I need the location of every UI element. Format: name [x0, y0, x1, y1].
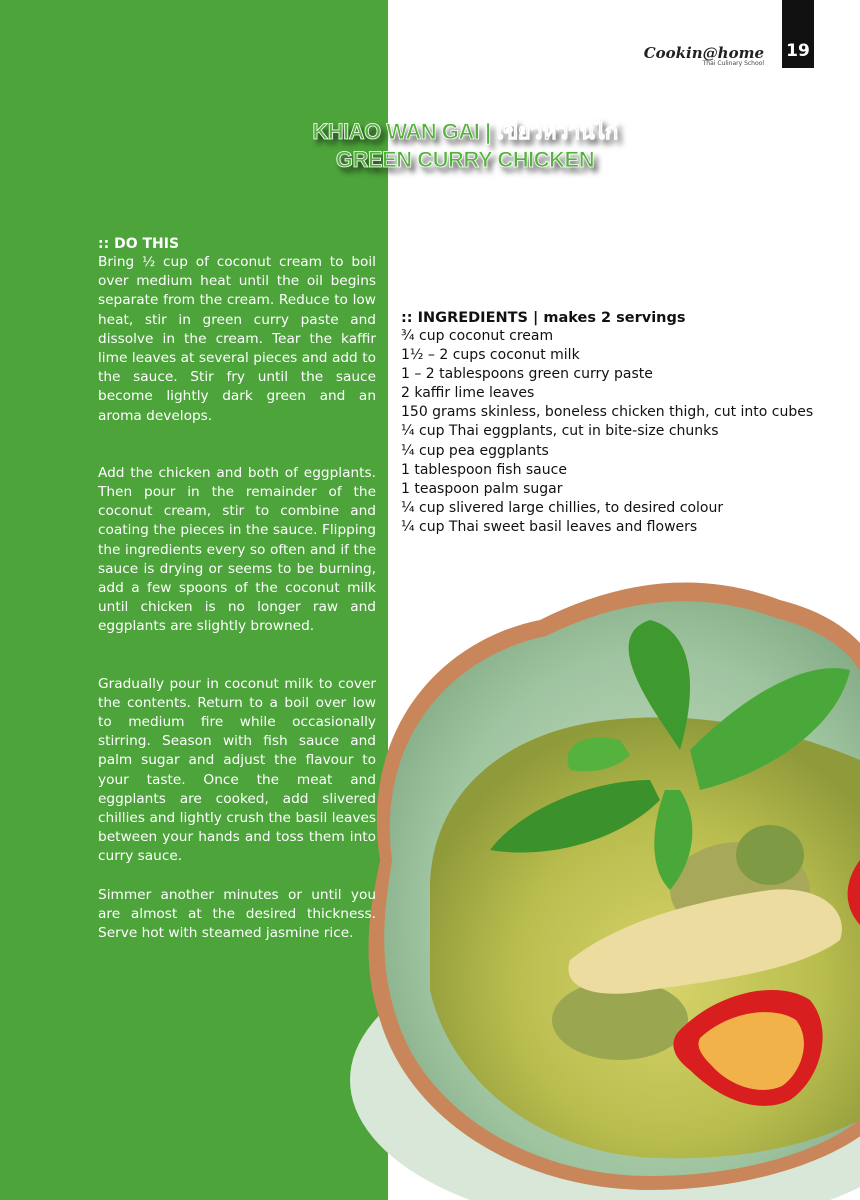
- brand-name: Cookin@home: [643, 44, 764, 62]
- ingredient-item: ¼ cup Thai eggplants, cut in bite-size chunks: [401, 423, 719, 440]
- ingredient-item: ¼ cup pea eggplants: [401, 442, 549, 459]
- ingredient-item: 150 grams skinless, boneless chicken thigh, cut into cubes: [401, 404, 814, 421]
- ingredient-item: 1 – 2 tablespoons green curry paste: [401, 366, 653, 383]
- method-section: [98, 235, 376, 943]
- pea-eggplant: [736, 825, 804, 885]
- recipe-title-line1: KHIAO WAN GAI | เขียวหวานไก่: [312, 119, 618, 144]
- ingredients-list: [401, 327, 841, 537]
- ingredient-item: ¾ cup coconut cream: [401, 328, 554, 344]
- recipe-title: [200, 118, 730, 174]
- method-step: Bring ½ cup of coconut cream to boil over medium heat until the oil begins separate from the cream. Reduce to low heat, stir in green curry paste and dissolve in the cream. Tear the kaffir lime leaves at several pieces and add to the sauce. Stir fry until the sauce become lightly dark green and an aroma develops.: [98, 254, 376, 424]
- method-step: Gradually pour in coconut milk to cover the contents. Return to a boil over low to medium fire while occasionally stirring. Season with fish sauce and palm sugar and adjust the flavour to your taste. Once the meat and eggplants are cooked, add slivered chillies and lightly crush the basil leaves between your hands and toss them into curry sauce.: [98, 675, 376, 865]
- method-step: Add the chicken and both of eggplants. Then pour in the remainder of the coconut cream, stir to combine and coating the pieces in the sauce. Flipping the ingredients every so often and if the sauce is drying or seems to be burning, add a few spoons of the coconut milk until chicken is no longer raw and eggplants are slightly browned.: [98, 464, 376, 635]
- ingredients-heading: :: INGREDIENTS | makes 2 servings: [401, 310, 686, 326]
- method-heading: :: DO THIS: [98, 236, 180, 252]
- curry-bowl-illustration: [320, 560, 860, 1200]
- page-number: 19: [782, 0, 814, 68]
- ingredient-item: 1 teaspoon palm sugar: [401, 480, 563, 497]
- ingredient-item: 1 tablespoon fish sauce: [401, 461, 567, 478]
- ingredient-item: ¼ cup Thai sweet basil leaves and flowers: [401, 518, 698, 535]
- ingredient-item: 2 kaffir lime leaves: [401, 385, 535, 402]
- brand-logo: [644, 44, 764, 67]
- method-step: Simmer another minutes or until you are almost at the desired thickness. Serve hot with steamed jasmine rice.: [98, 886, 376, 942]
- green-curry-photo: [320, 560, 860, 1200]
- recipe-title-line2: GREEN CURRY CHICKEN: [335, 147, 595, 172]
- ingredient-item: 1½ – 2 cups coconut milk: [401, 347, 580, 364]
- ingredient-item: ¼ cup slivered large chillies, to desired colour: [401, 499, 724, 516]
- brand-subtitle: Thai Culinary School: [702, 60, 764, 67]
- ingredients-section: [401, 309, 841, 537]
